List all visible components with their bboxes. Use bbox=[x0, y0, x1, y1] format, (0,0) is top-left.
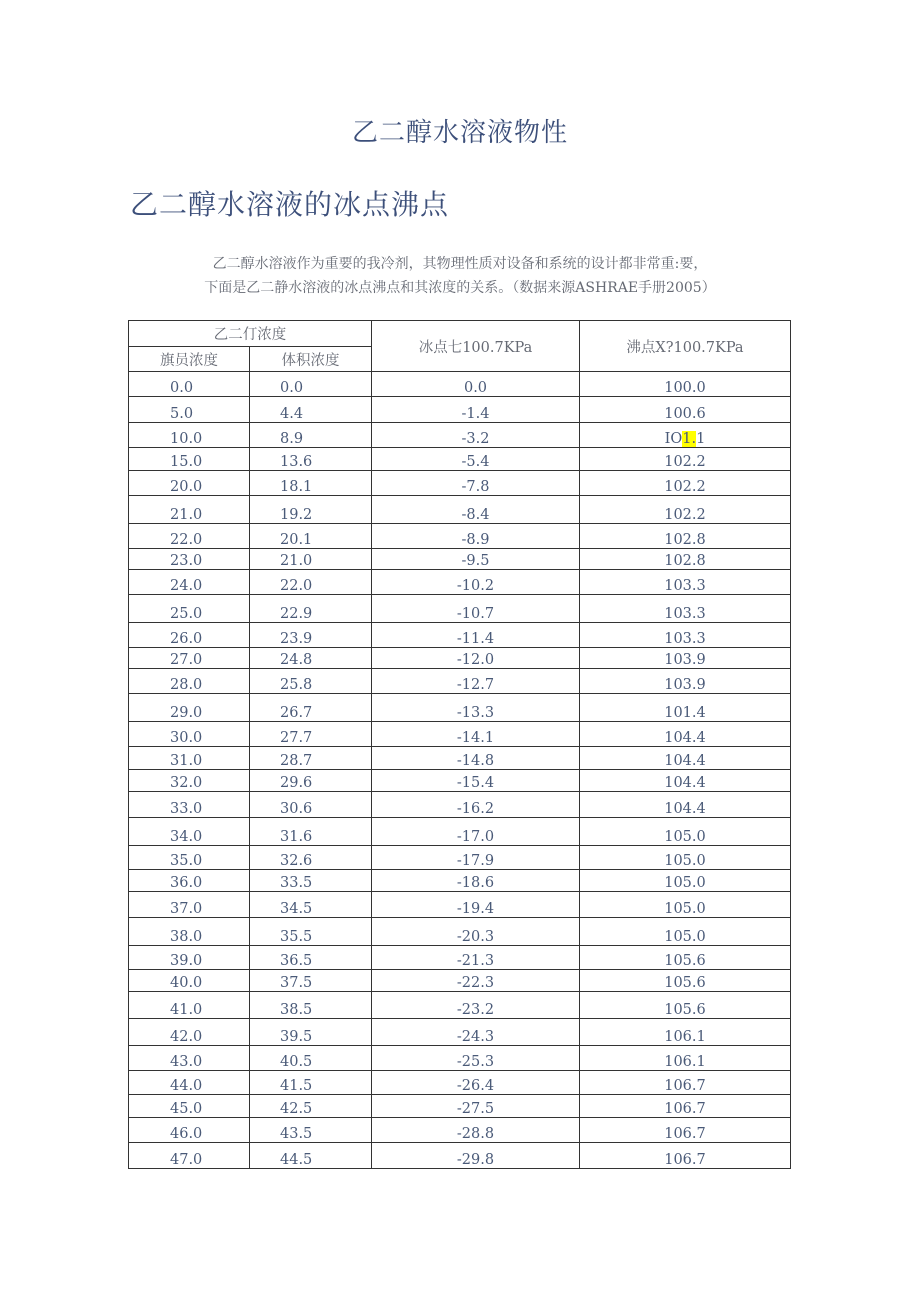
mass-concentration-cell: 0.0 bbox=[129, 372, 250, 397]
volume-concentration-cell: 31.6 bbox=[250, 818, 372, 846]
volume-concentration-cell: 8.9 bbox=[250, 423, 372, 448]
boiling-point-cell: 106.1 bbox=[580, 1019, 791, 1046]
table-row bbox=[129, 747, 791, 770]
freezing-point-cell: -10.2 bbox=[372, 570, 580, 595]
boiling-point-cell: 104.4 bbox=[580, 770, 791, 792]
volume-concentration-cell: 38.5 bbox=[250, 992, 372, 1019]
mass-concentration-cell: 27.0 bbox=[129, 648, 250, 669]
mass-concentration-cell: 45.0 bbox=[129, 1095, 250, 1118]
volume-concentration-cell: 40.5 bbox=[250, 1046, 372, 1071]
freezing-point-cell: -23.2 bbox=[372, 992, 580, 1019]
header-volume-concentration: 体积浓度 bbox=[250, 347, 372, 372]
freezing-point-cell: -27.5 bbox=[372, 1095, 580, 1118]
boiling-point-cell: 100.0 bbox=[580, 372, 791, 397]
header-concentration-group: 乙二仃浓度 bbox=[129, 321, 372, 347]
table-row bbox=[129, 818, 791, 846]
boiling-point-cell: 102.2 bbox=[580, 496, 791, 524]
boiling-point-cell: 105.0 bbox=[580, 870, 791, 892]
boiling-point-cell: 102.2 bbox=[580, 471, 791, 496]
freezing-point-cell: -7.8 bbox=[372, 471, 580, 496]
header-boiling-point: 沸点X?100.7KPa bbox=[580, 321, 791, 372]
mass-concentration-cell: 28.0 bbox=[129, 669, 250, 694]
freezing-point-cell: -8.9 bbox=[372, 524, 580, 549]
volume-concentration-cell: 23.9 bbox=[250, 623, 372, 648]
boiling-point-cell: 105.0 bbox=[580, 918, 791, 946]
volume-concentration-cell: 19.2 bbox=[250, 496, 372, 524]
table-row bbox=[129, 648, 791, 669]
volume-concentration-cell: 4.4 bbox=[250, 397, 372, 423]
mass-concentration-cell: 29.0 bbox=[129, 694, 250, 722]
boiling-point-cell: 100.6 bbox=[580, 397, 791, 423]
volume-concentration-cell: 36.5 bbox=[250, 946, 372, 970]
table-row bbox=[129, 1071, 791, 1095]
freezing-point-cell: -10.7 bbox=[372, 595, 580, 623]
table-row bbox=[129, 623, 791, 648]
table-row bbox=[129, 1019, 791, 1046]
mass-concentration-cell: 24.0 bbox=[129, 570, 250, 595]
freezing-point-cell: 0.0 bbox=[372, 372, 580, 397]
boiling-point-cell: 106.7 bbox=[580, 1071, 791, 1095]
mass-concentration-cell: 38.0 bbox=[129, 918, 250, 946]
boiling-point-cell: IO1.1 bbox=[580, 423, 791, 448]
mass-concentration-cell: 40.0 bbox=[129, 970, 250, 992]
volume-concentration-cell: 26.7 bbox=[250, 694, 372, 722]
freezing-point-cell: -16.2 bbox=[372, 792, 580, 818]
mass-concentration-cell: 36.0 bbox=[129, 870, 250, 892]
boiling-point-cell: 105.6 bbox=[580, 992, 791, 1019]
volume-concentration-cell: 25.8 bbox=[250, 669, 372, 694]
volume-concentration-cell: 22.0 bbox=[250, 570, 372, 595]
intro-line-2: 下面是乙二静水溶液的冰点沸点和其浓度的关系。（数据来源ASHRAE手册2005） bbox=[204, 280, 716, 296]
volume-concentration-cell: 28.7 bbox=[250, 747, 372, 770]
volume-concentration-cell: 29.6 bbox=[250, 770, 372, 792]
table-row bbox=[129, 471, 791, 496]
mass-concentration-cell: 20.0 bbox=[129, 471, 250, 496]
mass-concentration-cell: 15.0 bbox=[129, 448, 250, 471]
freezing-point-cell: -28.8 bbox=[372, 1118, 580, 1143]
table-row bbox=[129, 423, 791, 448]
boiling-point-cell: 106.7 bbox=[580, 1095, 791, 1118]
volume-concentration-cell: 43.5 bbox=[250, 1118, 372, 1143]
table-row bbox=[129, 1143, 791, 1169]
boiling-point-cell: 103.3 bbox=[580, 595, 791, 623]
freezing-point-cell: -21.3 bbox=[372, 946, 580, 970]
table-row bbox=[129, 918, 791, 946]
header-freezing-point: 冰点七100.7KPa bbox=[372, 321, 580, 372]
table-body bbox=[129, 372, 791, 1169]
freezing-point-cell: -12.0 bbox=[372, 648, 580, 669]
table-row bbox=[129, 892, 791, 918]
mass-concentration-cell: 26.0 bbox=[129, 623, 250, 648]
mass-concentration-cell: 35.0 bbox=[129, 846, 250, 870]
table-row bbox=[129, 1118, 791, 1143]
mass-concentration-cell: 42.0 bbox=[129, 1019, 250, 1046]
table-row bbox=[129, 669, 791, 694]
mass-concentration-cell: 21.0 bbox=[129, 496, 250, 524]
boiling-point-cell: 103.3 bbox=[580, 570, 791, 595]
volume-concentration-cell: 39.5 bbox=[250, 1019, 372, 1046]
freezing-point-cell: -20.3 bbox=[372, 918, 580, 946]
mass-concentration-cell: 37.0 bbox=[129, 892, 250, 918]
mass-concentration-cell: 44.0 bbox=[129, 1071, 250, 1095]
freezing-point-cell: -14.1 bbox=[372, 722, 580, 747]
volume-concentration-cell: 24.8 bbox=[250, 648, 372, 669]
mass-concentration-cell: 33.0 bbox=[129, 792, 250, 818]
boiling-point-cell: 105.0 bbox=[580, 892, 791, 918]
mass-concentration-cell: 23.0 bbox=[129, 549, 250, 570]
mass-concentration-cell: 32.0 bbox=[129, 770, 250, 792]
table-row bbox=[129, 722, 791, 747]
boiling-point-cell: 102.2 bbox=[580, 448, 791, 471]
mass-concentration-cell: 47.0 bbox=[129, 1143, 250, 1169]
boiling-point-cell: 105.6 bbox=[580, 970, 791, 992]
freezing-point-cell: -26.4 bbox=[372, 1071, 580, 1095]
boiling-point-cell: 106.1 bbox=[580, 1046, 791, 1071]
mass-concentration-cell: 22.0 bbox=[129, 524, 250, 549]
boiling-point-cell: 103.3 bbox=[580, 623, 791, 648]
freezing-point-cell: -13.3 bbox=[372, 694, 580, 722]
mass-concentration-cell: 39.0 bbox=[129, 946, 250, 970]
mass-concentration-cell: 25.0 bbox=[129, 595, 250, 623]
freezing-point-cell: -24.3 bbox=[372, 1019, 580, 1046]
mass-concentration-cell: 5.0 bbox=[129, 397, 250, 423]
volume-concentration-cell: 30.6 bbox=[250, 792, 372, 818]
volume-concentration-cell: 22.9 bbox=[250, 595, 372, 623]
freezing-point-cell: -1.4 bbox=[372, 397, 580, 423]
boiling-point-cell: 102.8 bbox=[580, 524, 791, 549]
document-title: 乙二醇水溶液物性 bbox=[351, 118, 568, 148]
freezing-point-cell: -22.3 bbox=[372, 970, 580, 992]
boiling-point-cell: 105.0 bbox=[580, 846, 791, 870]
boiling-point-cell: 102.8 bbox=[580, 549, 791, 570]
freezing-point-cell: -5.4 bbox=[372, 448, 580, 471]
boiling-point-cell: 105.6 bbox=[580, 946, 791, 970]
table-row bbox=[129, 1046, 791, 1071]
volume-concentration-cell: 21.0 bbox=[250, 549, 372, 570]
boiling-point-cell: 106.7 bbox=[580, 1118, 791, 1143]
volume-concentration-cell: 42.5 bbox=[250, 1095, 372, 1118]
volume-concentration-cell: 18.1 bbox=[250, 471, 372, 496]
mass-concentration-cell: 10.0 bbox=[129, 423, 250, 448]
boiling-point-cell: 104.4 bbox=[580, 747, 791, 770]
table-row bbox=[129, 570, 791, 595]
volume-concentration-cell: 27.7 bbox=[250, 722, 372, 747]
freeze-boil-table bbox=[128, 320, 791, 1169]
volume-concentration-cell: 20.1 bbox=[250, 524, 372, 549]
mass-concentration-cell: 46.0 bbox=[129, 1118, 250, 1143]
freezing-point-cell: -8.4 bbox=[372, 496, 580, 524]
freezing-point-cell: -17.0 bbox=[372, 818, 580, 846]
volume-concentration-cell: 37.5 bbox=[250, 970, 372, 992]
freezing-point-cell: -3.2 bbox=[372, 423, 580, 448]
table-row bbox=[129, 992, 791, 1019]
boiling-point-cell: 104.4 bbox=[580, 722, 791, 747]
boiling-point-cell: 106.7 bbox=[580, 1143, 791, 1169]
header-mass-concentration: 旗员浓度 bbox=[129, 347, 250, 372]
freezing-point-cell: -11.4 bbox=[372, 623, 580, 648]
table-row bbox=[129, 792, 791, 818]
freezing-point-cell: -12.7 bbox=[372, 669, 580, 694]
table-row bbox=[129, 549, 791, 570]
table-row bbox=[129, 595, 791, 623]
mass-concentration-cell: 34.0 bbox=[129, 818, 250, 846]
intro-line-1: 乙二醇水溶液作为重要的我冷剂，其物理性质对设备和系统的设计都非常重:要， bbox=[212, 256, 708, 272]
volume-concentration-cell: 44.5 bbox=[250, 1143, 372, 1169]
freezing-point-cell: -14.8 bbox=[372, 747, 580, 770]
mass-concentration-cell: 43.0 bbox=[129, 1046, 250, 1071]
boiling-point-cell: 101.4 bbox=[580, 694, 791, 722]
volume-concentration-cell: 41.5 bbox=[250, 1071, 372, 1095]
boiling-point-cell: 103.9 bbox=[580, 648, 791, 669]
volume-concentration-cell: 33.5 bbox=[250, 870, 372, 892]
freezing-point-cell: -19.4 bbox=[372, 892, 580, 918]
volume-concentration-cell: 0.0 bbox=[250, 372, 372, 397]
boiling-point-cell: 104.4 bbox=[580, 792, 791, 818]
table-row bbox=[129, 870, 791, 892]
freezing-point-cell: -18.6 bbox=[372, 870, 580, 892]
table-row bbox=[129, 397, 791, 423]
table-row bbox=[129, 946, 791, 970]
volume-concentration-cell: 34.5 bbox=[250, 892, 372, 918]
mass-concentration-cell: 41.0 bbox=[129, 992, 250, 1019]
intro-paragraph bbox=[130, 252, 790, 300]
highlight-mark: 1. bbox=[682, 431, 697, 447]
table-row bbox=[129, 1095, 791, 1118]
volume-concentration-cell: 32.6 bbox=[250, 846, 372, 870]
table-row bbox=[129, 448, 791, 471]
boiling-point-cell: 103.9 bbox=[580, 669, 791, 694]
freezing-point-cell: -25.3 bbox=[372, 1046, 580, 1071]
volume-concentration-cell: 35.5 bbox=[250, 918, 372, 946]
mass-concentration-cell: 31.0 bbox=[129, 747, 250, 770]
freezing-point-cell: -29.8 bbox=[372, 1143, 580, 1169]
volume-concentration-cell: 13.6 bbox=[250, 448, 372, 471]
table-row bbox=[129, 524, 791, 549]
mass-concentration-cell: 30.0 bbox=[129, 722, 250, 747]
table-row bbox=[129, 694, 791, 722]
boiling-point-cell: 105.0 bbox=[580, 818, 791, 846]
table-row bbox=[129, 372, 791, 397]
freezing-point-cell: -9.5 bbox=[372, 549, 580, 570]
freezing-point-cell: -15.4 bbox=[372, 770, 580, 792]
table-row bbox=[129, 846, 791, 870]
section-heading: 乙二醇水溶液的冰点沸点 bbox=[130, 188, 450, 221]
table-row bbox=[129, 496, 791, 524]
table-row bbox=[129, 770, 791, 792]
freezing-point-cell: -17.9 bbox=[372, 846, 580, 870]
table-row bbox=[129, 970, 791, 992]
